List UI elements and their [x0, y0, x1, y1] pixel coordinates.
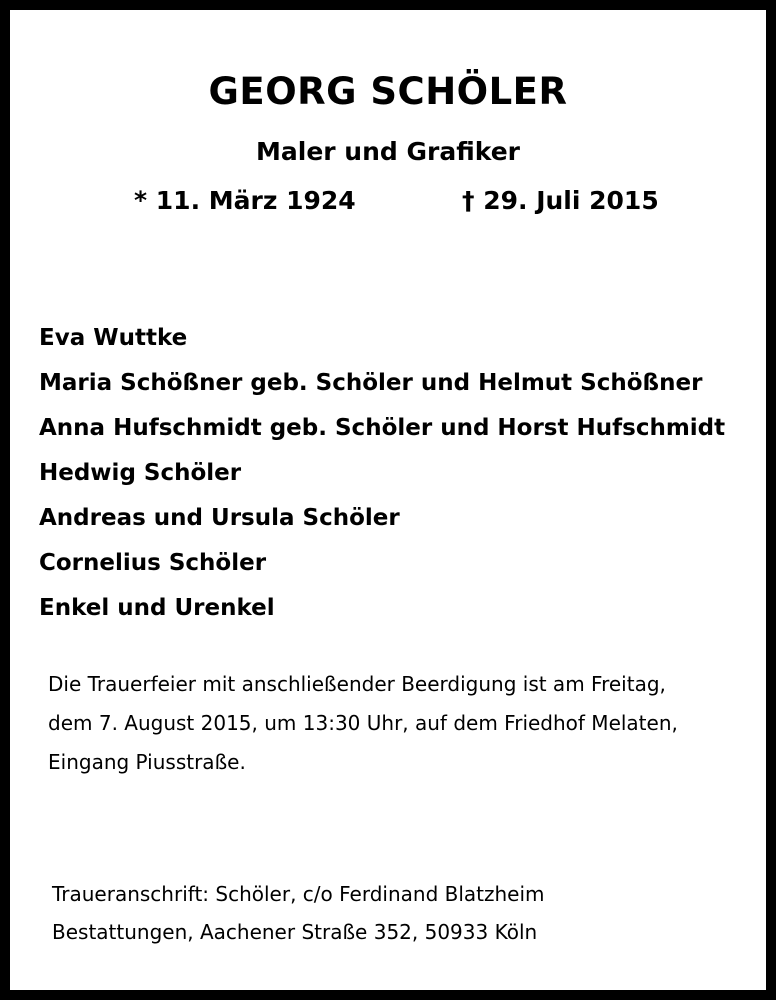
mourners-list — [39, 316, 725, 631]
mourning-address — [52, 875, 545, 951]
profession: Maler und Grafiker — [256, 137, 520, 166]
mourner-item: Anna Hufschmidt geb. Schöler und Horst Hufschmidt — [39, 415, 726, 441]
mourner-item: Andreas und Ursula Schöler — [39, 505, 400, 531]
service-line: dem 7. August 2015, um 13:30 Uhr, auf dem Friedhof Melaten, — [48, 711, 678, 735]
mourner-item: Hedwig Schöler — [39, 460, 242, 486]
birth-date: * 11. März 1924 — [134, 186, 356, 215]
address-line: Traueranschrift: Schöler, c/o Ferdinand Blatzheim — [52, 882, 545, 906]
deceased-name: GEORG SCHÖLER — [208, 70, 568, 113]
service-line: Eingang Piusstraße. — [48, 750, 246, 774]
service-line: Die Trauerfeier mit anschließender Beerdigung ist am Freitag, — [48, 672, 666, 696]
mourner-item: Enkel und Urenkel — [39, 595, 275, 621]
death-date: † 29. Juli 2015 — [462, 186, 659, 215]
mourner-item: Eva Wuttke — [39, 325, 188, 351]
mourner-item: Cornelius Schöler — [39, 550, 267, 576]
funeral-service-notice — [48, 665, 678, 782]
address-line: Bestattungen, Aachener Straße 352, 50933 Köln — [52, 920, 538, 944]
mourner-item: Maria Schößner geb. Schöler und Helmut Schößner — [39, 370, 703, 396]
